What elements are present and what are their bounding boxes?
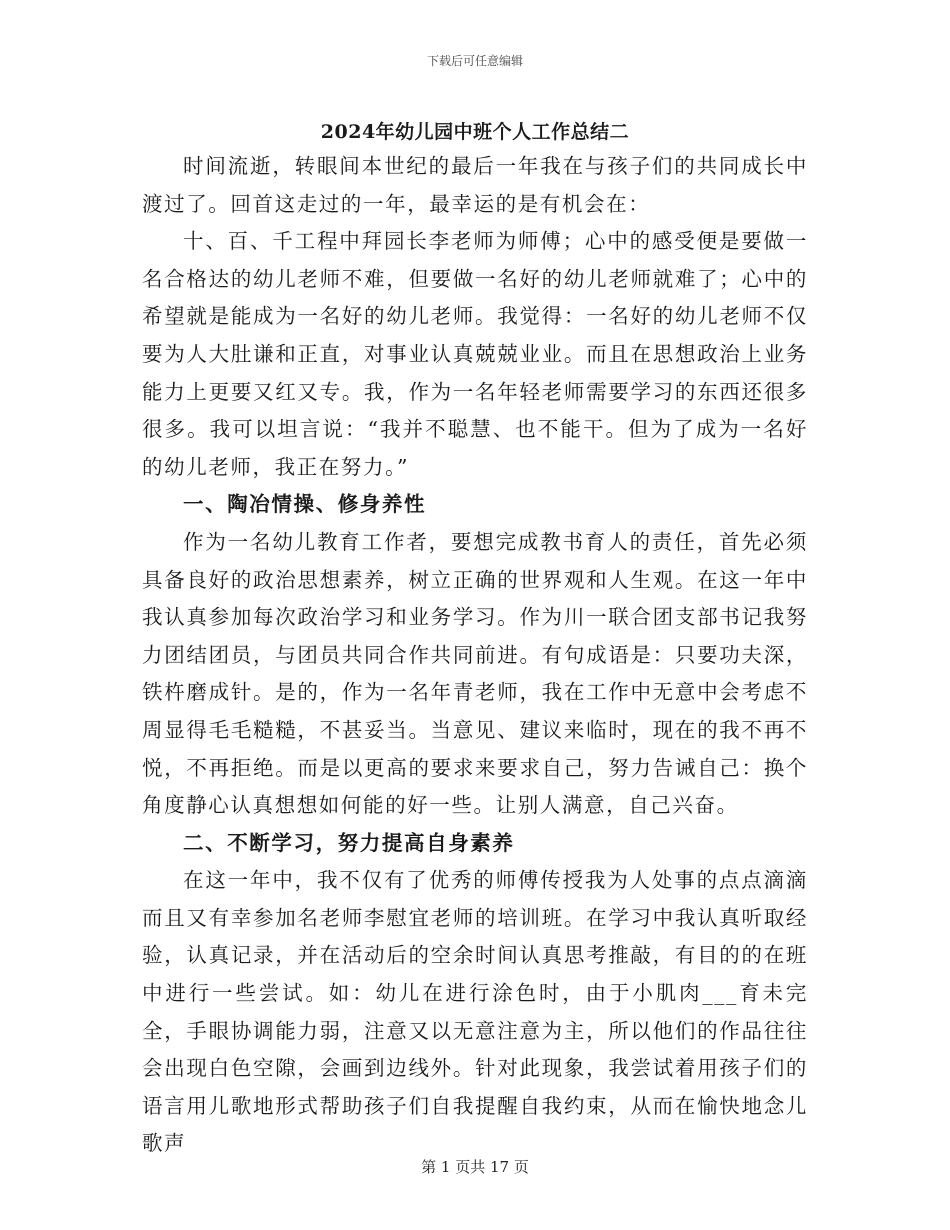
paragraph-intro: 时间流逝，转眼间本世纪的最后一年我在与孩子们的共同成长中渡过了。回首这走过的一年，最幸运的是有机会在： <box>142 154 808 216</box>
paragraph-section-1: 作为一名幼儿教育工作者，要想完成教书育人的责任，首先必须具备良好的政治思想素养，树立正确的世界观和人生观。在这一年中我认真参加每次政治学习和业务学习。作为川一联合团支部书记我努力团结团员，与团员共同合作共同前进。有句成语是：只要功夫深，铁杵磨成针。是的，作为一名年青老师，我在工作中无意中会考虑不周显得毛毛糙糙，不甚妥当。当意见、建议来临时，现在的我不再不悦，不再拒绝。而是以更高的要求来要求自己，努力告诫自己：换个角度静心认真想想如何能的好一些。让别人满意，自己兴奋。 <box>142 529 808 818</box>
page-header-note: 下载后可任意编辑 <box>426 54 523 68</box>
page-number-footer: 第 1 页共 17 页 <box>421 1158 529 1176</box>
document-title: 2024年幼儿园中班个人工作总结二 <box>320 121 630 143</box>
paragraph-section-2: 在这一年中，我不仅有了优秀的师傅传授我为人处事的点点滴滴而且又有幸参加名老师李慰宜老师的培训班。在学习中我认真听取经验，认真记录，并在活动后的空余时间认真思考推敲，有目的的在班中进行一些尝试。如：幼儿在进行涂色时，由于小肌肉___育未完全，手眼协调能力弱，注意又以无意注意为主，所以他们的作品往往会出现白色空隙，会画到边线外。针对此现象，我尝试着用孩子们的语言用儿歌地形式帮助孩子们自我提醒自我约束，从而在愉快地念儿歌声 <box>142 868 808 1156</box>
section-heading-1: 一、陶冶情操、修身养性 <box>183 492 427 517</box>
document-body <box>142 148 808 1163</box>
section-heading-2: 二、不断学习，努力提高自身素养 <box>183 830 515 855</box>
paragraph-mentor: 十、百、千工程中拜园长李老师为师傅；心中的感受便是要做一名合格达的幼儿老师不难，但要做一名好的幼儿老师就难了；心中的希望就是能成为一名好的幼儿老师。我觉得：一名好的幼儿老师不仅要为人大肚谦和正直，对事业认真兢兢业业。而且在思想政治上业务能力上更要又红又专。我，作为一名年轻老师需要学习的东西还很多很多。我可以坦言说：“我并不聪慧、也不能干。但为了成为一名好的幼儿老师，我正在努力。” <box>142 229 808 479</box>
